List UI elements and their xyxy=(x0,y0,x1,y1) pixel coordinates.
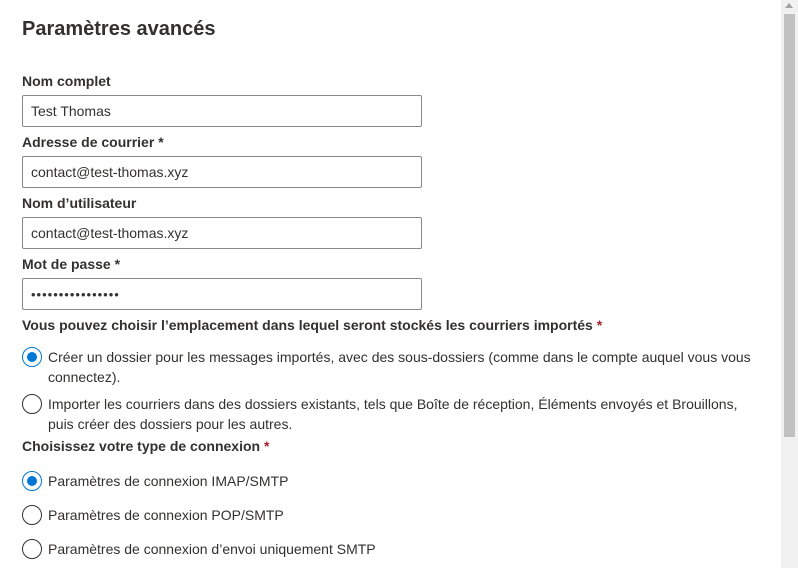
password-label xyxy=(22,256,120,272)
email-label-text: Adresse de courrier xyxy=(22,134,155,150)
connection-option-pop[interactable] xyxy=(22,505,762,525)
scroll-thumb[interactable] xyxy=(784,14,795,437)
radio-pop-smtp[interactable] xyxy=(22,505,42,525)
radio-existing-folders[interactable] xyxy=(22,394,42,414)
password-input[interactable] xyxy=(22,278,422,310)
email-input[interactable] xyxy=(22,156,422,188)
storage-location-label xyxy=(22,317,602,333)
password-required-mark: * xyxy=(114,256,121,272)
storage-location-label-text: Vous pouvez choisir l’emplacement dans lequel seront stockés les courriers importés xyxy=(22,317,593,333)
radio-imap-smtp[interactable] xyxy=(22,471,42,491)
radio-smtp-only[interactable] xyxy=(22,539,42,559)
email-label xyxy=(22,134,164,150)
password-label-text: Mot de passe xyxy=(22,256,111,272)
connection-option-imap-label: Paramètres de connexion IMAP/SMTP xyxy=(48,473,289,489)
username-label xyxy=(22,195,136,211)
connection-option-imap[interactable] xyxy=(22,471,762,491)
email-required-mark: * xyxy=(158,134,164,150)
connection-option-smtp-only[interactable] xyxy=(22,539,762,559)
storage-option-existing-folders-label: Importer les courriers dans des dossiers existants, tels que Boîte de réception, Éléments envoyés et Brouillons, puis créer des dossiers pour les autres. xyxy=(48,396,738,432)
scroll-up-arrow-icon[interactable] xyxy=(785,3,793,8)
full-name-label xyxy=(22,73,111,89)
storage-required-mark: * xyxy=(596,317,603,333)
storage-option-create-folder[interactable] xyxy=(22,347,762,387)
username-input[interactable] xyxy=(22,217,422,249)
connection-option-smtp-only-label: Paramètres de connexion d’envoi uniquement SMTP xyxy=(48,541,376,557)
username-label-text: Nom d’utilisateur xyxy=(22,195,137,211)
connection-option-pop-label: Paramètres de connexion POP/SMTP xyxy=(48,507,284,523)
storage-option-create-folder-label: Créer un dossier pour les messages importés, avec des sous-dossiers (comme dans le compte auquel vous vous connectez). xyxy=(48,349,751,385)
full-name-input[interactable] xyxy=(22,95,422,127)
full-name-label-text: Nom complet xyxy=(22,73,111,89)
connection-type-label-text: Choisissez votre type de connexion xyxy=(22,438,261,454)
radio-create-folder[interactable] xyxy=(22,347,42,367)
storage-option-existing-folders[interactable] xyxy=(22,394,762,434)
page-title: Paramètres avancés xyxy=(22,18,216,40)
vertical-scrollbar[interactable] xyxy=(781,0,798,568)
connection-required-mark: * xyxy=(263,438,270,454)
connection-type-label xyxy=(22,438,269,454)
